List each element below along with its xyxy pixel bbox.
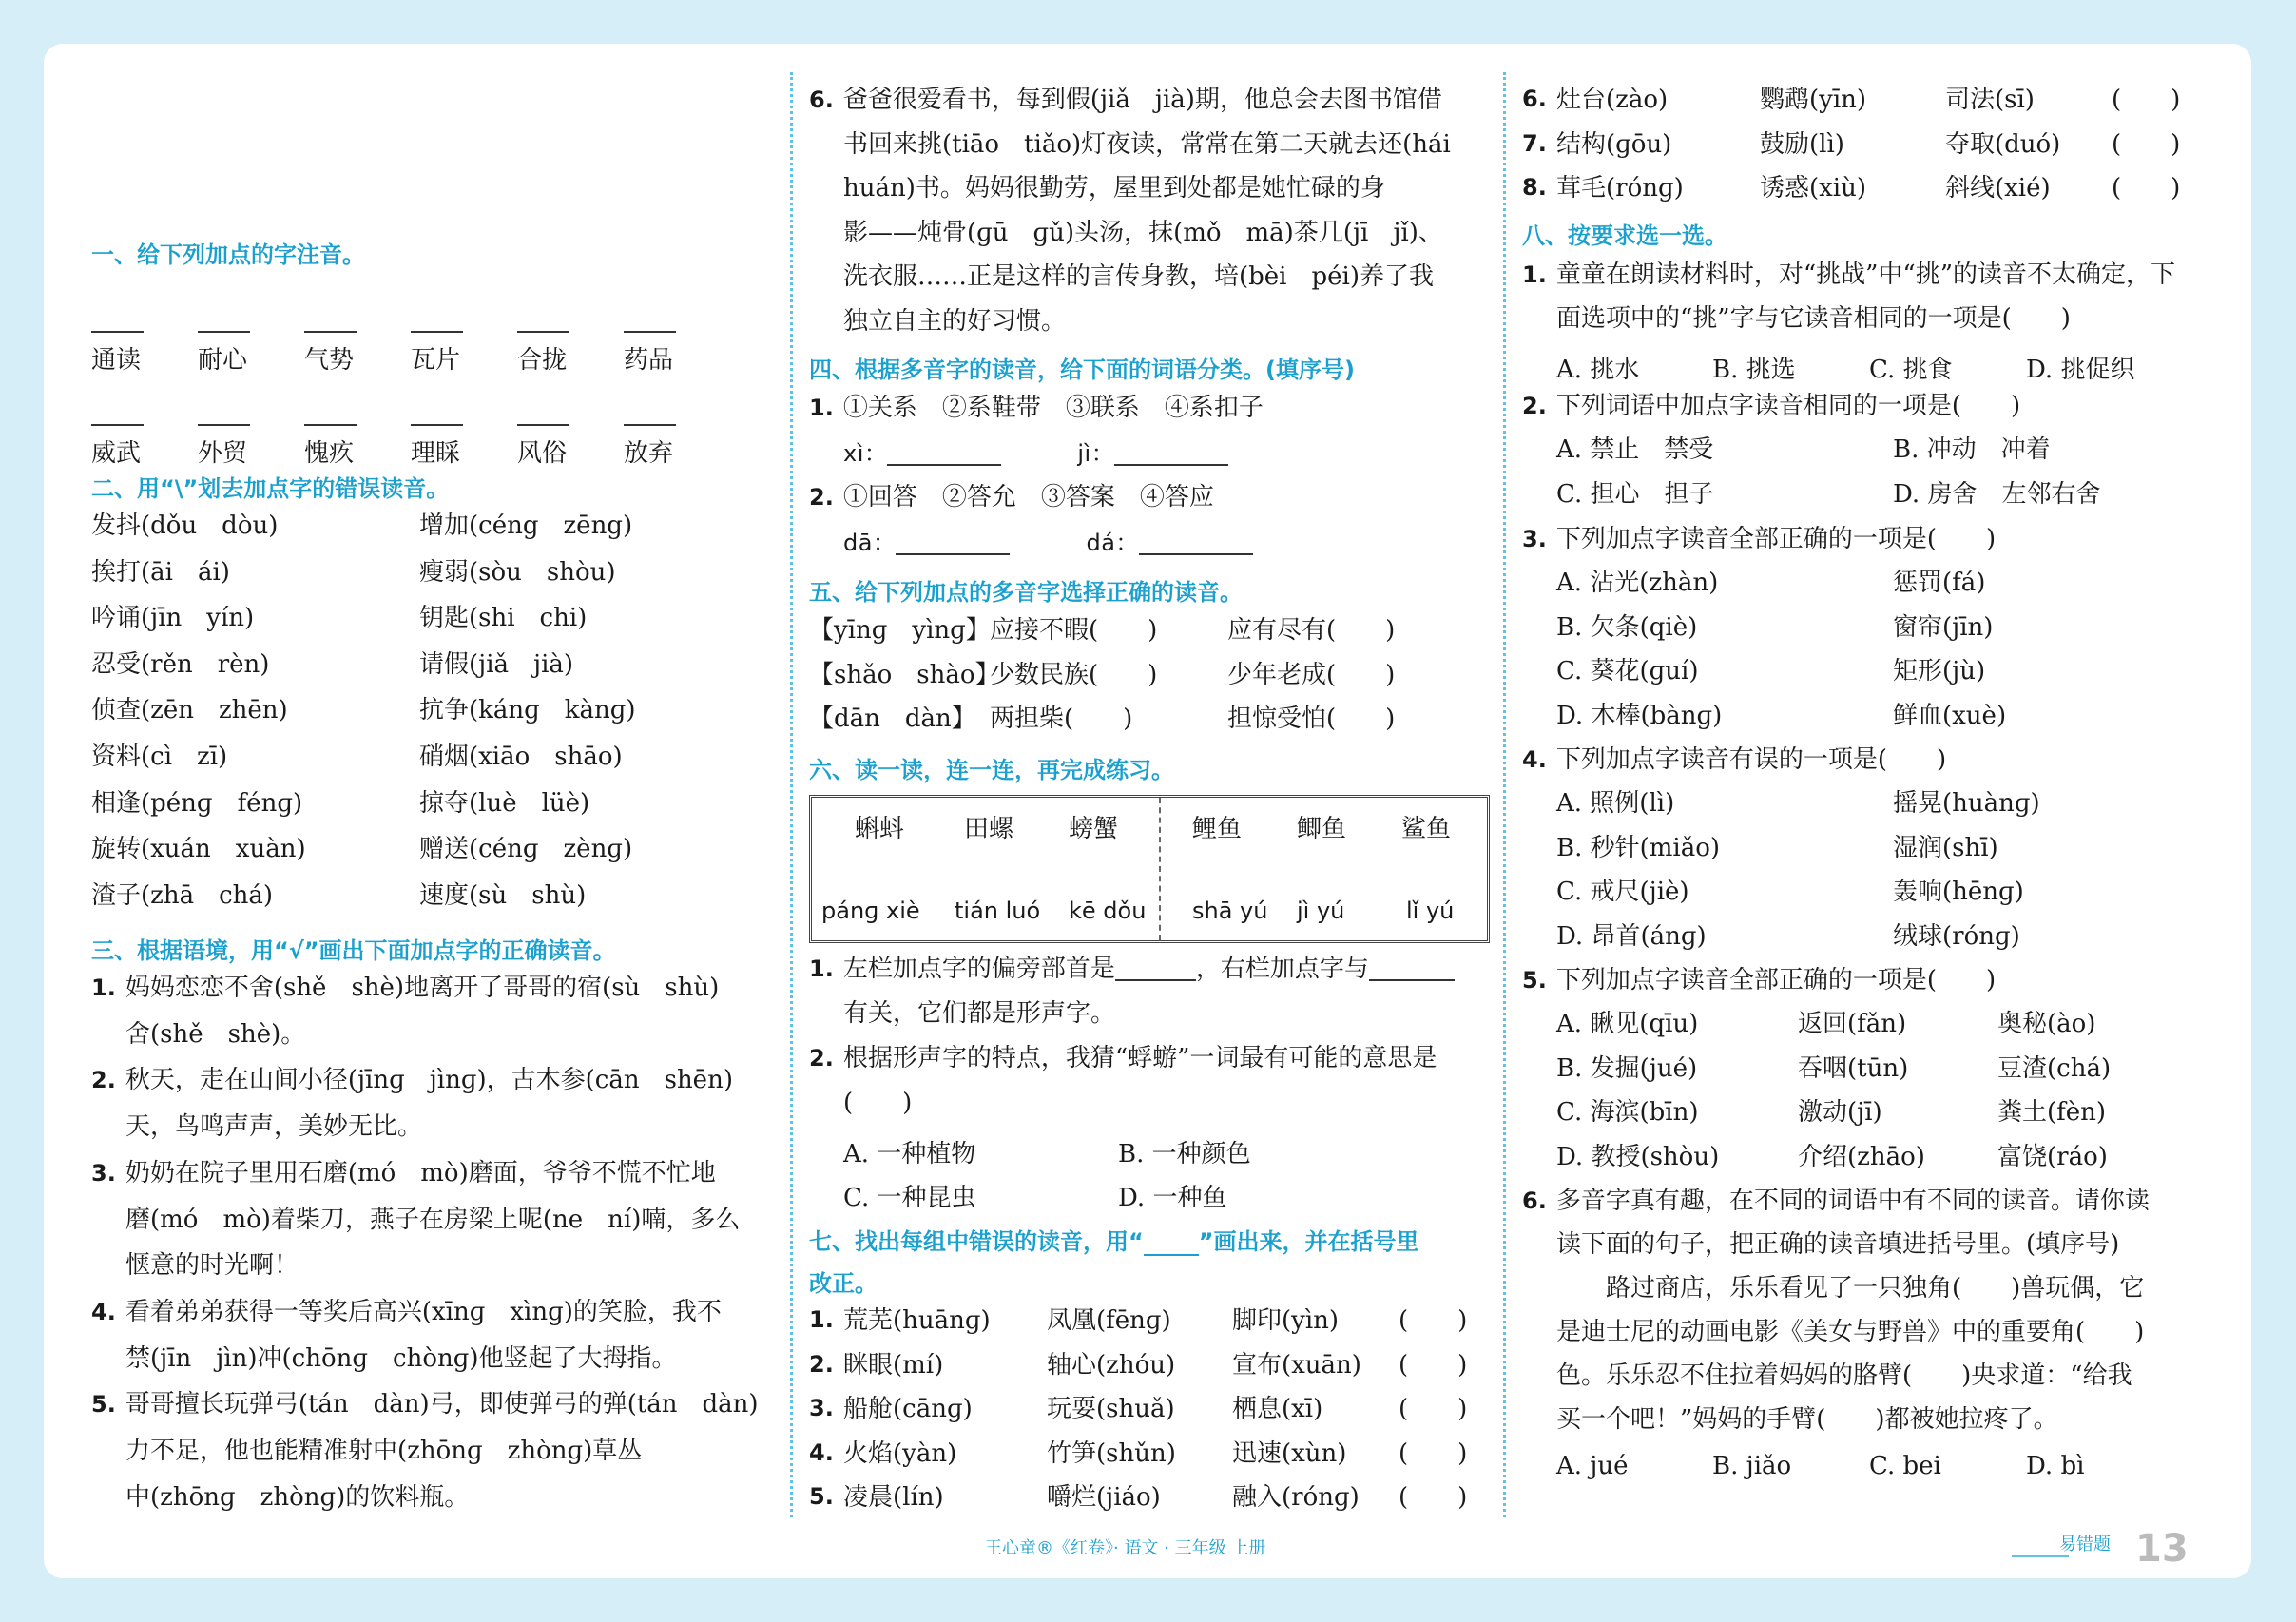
s2-item: 抗争(kánɡ kànɡ)	[419, 696, 636, 725]
s3-line	[91, 975, 719, 1000]
s5-word: 少数民族( )	[990, 660, 1158, 689]
word-item: 理睬	[411, 439, 461, 468]
section-8-title: 八、按要求选一选。	[1522, 222, 1727, 249]
option: 豆渣(chá)	[1997, 1053, 2112, 1083]
s7-word: 斜线(xié)	[1945, 174, 2051, 203]
section-1-title: 一、给下列加点的字注音。	[91, 241, 365, 268]
section-2-title: 二、用“\”划去加点字的错误读音。	[91, 475, 450, 502]
s2-item: 掠夺(luè lüè)	[419, 788, 590, 818]
s3-text: 天，鸟鸣声声，美妙无比。	[125, 1112, 423, 1142]
pinyin-answer-line	[411, 424, 463, 426]
s8-q6-l6: 买一个吧！”妈妈的手臂( )都被她拉疼了。	[1556, 1405, 2058, 1434]
option: 窗帘(jīn)	[1893, 612, 1994, 642]
s8-q6-l3: 路过商店，乐乐看见了一只独角( )兽玩偶，它	[1556, 1274, 2145, 1303]
section-3-title: 三、根据语境，用“√”画出下面加点字的正确读音。	[91, 937, 616, 964]
row-number: 4.	[809, 1439, 834, 1466]
s8-q1: 1. 童童在朗读材料时，对“挑战”中“挑”的读音不太确定，下	[1522, 261, 2175, 289]
row-number: 1.	[809, 1306, 834, 1333]
s3-line	[125, 1112, 423, 1142]
pinyin-answer-line	[304, 424, 357, 426]
s2-item: 赠送(cénɡ zènɡ)	[419, 835, 633, 864]
option: 富饶(ráo)	[1997, 1142, 2108, 1171]
s3-line	[91, 1392, 759, 1417]
s2-item: 瘦弱(sòu shòu)	[419, 557, 616, 587]
answer-paren: ( )	[2112, 86, 2181, 114]
q6-text: 独立自主的好习惯。	[843, 306, 1067, 336]
pinyin-answer-line	[411, 331, 463, 333]
matching-word: 蝌蚪	[855, 815, 905, 843]
s3-line	[125, 1439, 642, 1463]
s8-q6: 6. 多音字真有趣，在不同的词语中有不同的读音。请你读	[1522, 1187, 2150, 1215]
s7-word: 诱惑(xiù)	[1760, 174, 1867, 203]
s6-q2: 2. 根据形声字的特点，我猜“蜉蝣”一词最有可能的意思是	[809, 1044, 1437, 1072]
row-number: 5.	[809, 1483, 834, 1510]
s3-line	[125, 1482, 470, 1512]
s6-q1-cont: 有关，它们都是形声字。	[843, 999, 1116, 1028]
pinyin-answer-line	[304, 331, 357, 333]
s6-q1: 1. 左栏加点字的偏旁部首是 ，右栏加点字与	[809, 956, 1455, 981]
pinyin-answer-line	[517, 331, 569, 333]
option: D. 教授(shòu)	[1556, 1142, 1720, 1171]
column-divider-2	[1503, 72, 1506, 1517]
s7-word: 灶台(zào)	[1556, 86, 1669, 114]
q6-line	[843, 218, 1443, 247]
s8-q6-l2: 读下面的句子，把正确的读音填进括号里。(填序号)	[1556, 1230, 2120, 1259]
word-item: 愧疚	[304, 439, 355, 468]
s7-word: 结构(ɡōu)	[1556, 129, 1672, 159]
matching-pinyin: kē dǒu	[1069, 898, 1147, 924]
row-number: 8.	[1522, 174, 1547, 201]
option: A. 照例(lì)	[1556, 789, 1675, 818]
option: 奥秘(ào)	[1997, 1010, 2096, 1038]
s3-line	[125, 1207, 740, 1232]
option: 摇晃(huànɡ)	[1893, 789, 2040, 818]
s2-item: 硝烟(xiāo shāo)	[419, 743, 623, 771]
s5-word: 两担柴( )	[990, 705, 1133, 733]
q6-line	[843, 176, 1385, 201]
section-4-title: 四、根据多音字的读音，给下面的词语分类。(填序号)	[809, 357, 1355, 383]
s7-word: 竹笋(shǔn)	[1047, 1439, 1176, 1468]
answer-paren: ( )	[1399, 1306, 1468, 1335]
word-item: 放弃	[624, 439, 674, 468]
option: 矩形(jù)	[1893, 657, 1986, 685]
s8-q5: 5. 下列加点字读音全部正确的一项是( )	[1522, 966, 1997, 994]
word-item: 气势	[304, 346, 355, 375]
q6-text: 洗衣服……正是这样的言传身教，培(bèi péi)养了我	[843, 262, 1434, 291]
answer-paren: ( )	[1399, 1483, 1468, 1512]
option: B. 秒针(miǎo)	[1556, 833, 1721, 862]
s7-word: 迅速(xùn)	[1232, 1439, 1347, 1468]
s7-word: 荒芜(huānɡ)	[843, 1306, 991, 1335]
option: A. 沾光(zhàn)	[1556, 569, 1719, 597]
word-item: 耐心	[198, 346, 248, 375]
s4-q2-answers: dā： dá：	[843, 531, 1253, 555]
s7-word: 火焰(yàn)	[843, 1439, 957, 1468]
matching-word: 鲫鱼	[1297, 815, 1347, 843]
row-number: 6.	[1522, 86, 1547, 112]
s7-word: 玩耍(shuǎ)	[1047, 1395, 1175, 1423]
option: B. 冲动 冲着	[1893, 435, 2051, 464]
s5-word: 应接不暇( )	[990, 616, 1158, 645]
s3-line	[91, 1066, 733, 1095]
page-number: 13	[2135, 1527, 2189, 1571]
option: 介绍(zhāo)	[1798, 1142, 1925, 1171]
footer-section-label: 易错题	[2059, 1535, 2111, 1554]
s3-line	[125, 1019, 306, 1049]
answer-paren: ( )	[2112, 174, 2181, 203]
matching-word: 螃蟹	[1069, 815, 1119, 843]
s2-item: 忍受(rěn rèn)	[91, 649, 270, 679]
s7-word: 夺取(duó)	[1945, 129, 2061, 159]
s2-item: 发抖(dǒu dòu)	[91, 512, 279, 540]
answer-paren: ( )	[2112, 129, 2181, 159]
pinyin-answer-line	[624, 331, 676, 333]
s7-word: 凤凰(fēnɡ)	[1047, 1306, 1171, 1335]
matching-pinyin: pánɡ xiè	[821, 898, 920, 924]
q6-line	[843, 129, 1451, 159]
option: 绒球(rónɡ)	[1893, 921, 2020, 951]
q6-text: huán)书。妈妈很勤劳，屋里到处都是她忙碌的身	[843, 174, 1385, 203]
s7-word: 鹦鹉(yīn)	[1760, 86, 1867, 114]
s7-word: 眯眼(mí)	[843, 1350, 944, 1380]
matching-pinyin: jì yú	[1297, 898, 1345, 924]
matching-table	[809, 795, 1490, 943]
matching-word: 鲤鱼	[1192, 815, 1243, 843]
answer-paren: ( )	[1399, 1439, 1468, 1468]
s7-word: 鼓励(lì)	[1760, 129, 1844, 159]
word-item: 风俗	[517, 439, 568, 468]
s7-word: 凌晨(lín)	[843, 1483, 944, 1512]
s7-word: 融入(rónɡ)	[1232, 1483, 1360, 1512]
q6-line	[843, 306, 1067, 336]
s2-item: 请假(jiǎ jià)	[419, 649, 574, 679]
s2-item: 侦查(zēn zhēn)	[91, 696, 288, 725]
s5-pinyin: 【yīnɡ yìnɡ】	[809, 616, 991, 645]
s3-line	[91, 1297, 722, 1326]
s5-pinyin: 【dān dàn】	[809, 705, 976, 733]
matching-divider	[1159, 798, 1161, 940]
s5-pinyin: 【shǎo shào】	[809, 660, 1000, 689]
question-number: 2.	[91, 1067, 116, 1094]
word-item: 瓦片	[411, 346, 461, 375]
s2-item: 渣子(zhā chá)	[91, 880, 274, 910]
question-number: 6.	[809, 87, 834, 113]
pinyin-answer-line	[91, 331, 144, 333]
q6-text: 爸爸很爱看书，每到假(jiǎ jià)期，他总会去图书馆借	[842, 86, 1442, 114]
s2-item: 资料(cì zī)	[91, 743, 228, 771]
word-item: 外贸	[198, 439, 248, 468]
question-number: 4.	[91, 1298, 116, 1325]
pinyin-answer-line	[198, 424, 250, 426]
word-item: 药品	[624, 346, 674, 375]
section-7-title-cont: 改正。	[809, 1270, 878, 1297]
s2-item: 钥匙(shi chi)	[419, 604, 588, 633]
pinyin-answer-line	[517, 424, 569, 426]
s2-item: 相逢(pénɡ fénɡ)	[91, 788, 303, 818]
s3-text: 力不足，他也能精准射中(zhōnɡ zhònɡ)草丛	[125, 1437, 643, 1465]
footer-rule	[2012, 1555, 2069, 1557]
s8-q6-l4: 是迪士尼的动画电影《美女与野兽》中的重要角( )	[1556, 1318, 2145, 1346]
s2-item: 增加(céng zēng)	[419, 512, 633, 540]
option: C. 担心 担子	[1556, 479, 1714, 509]
s5-word: 担惊受怕( )	[1227, 705, 1396, 733]
s4-q1: 1. ①关系 ②系鞋带 ③联系 ④系扣子	[809, 394, 1264, 422]
option: 激动(jī)	[1798, 1098, 1882, 1127]
section-7-title: 七、找出每组中错误的读音，用“ ”画出来，并在括号里	[809, 1228, 1419, 1255]
footer-book-title: 王心童®《红卷》· 语文 · 三年级 上册	[985, 1538, 1266, 1558]
section-6-title: 六、读一读，连一连，再完成练习。	[809, 757, 1174, 783]
question-number: 5.	[91, 1391, 116, 1419]
option: B. 欠条(qiè)	[1556, 612, 1698, 642]
option: A. 瞅见(qīu)	[1556, 1010, 1699, 1038]
option: 惩罚(fá)	[1893, 569, 1986, 597]
s5-word: 应有尽有( )	[1227, 616, 1396, 645]
question-number: 3.	[91, 1159, 116, 1187]
section-5-title: 五、给下列加点的多音字选择正确的读音。	[809, 579, 1243, 606]
s7-word: 脚印(yìn)	[1232, 1306, 1340, 1335]
option: C. 海滨(bīn)	[1556, 1098, 1699, 1127]
pinyin-answer-line	[91, 424, 144, 426]
s7-word: 嚼烂(jiáo)	[1047, 1483, 1161, 1512]
s3-line	[125, 1343, 677, 1373]
s3-text: 看着弟弟获得一等奖后高兴(xīnɡ xìnɡ)的笑脸，我不	[125, 1297, 722, 1326]
answer-paren: ( )	[1399, 1395, 1468, 1423]
option: 湿润(shī)	[1893, 833, 1998, 862]
worksheet-page: 一、给下列加点的字注音。 通读 耐心 气势 瓦片 合拢 药品 威武 外贸 愧疚 理睬 风俗 放弃 二、用“\”划去加点字的错误读音。 发抖(dǒu dòu) 增加(céng zēng) 挨打(āi ái) 瘦弱(sòu shòu) 吟诵(jīn yín) 钥匙(shi chi) 忍受(rěn rèn) 请假(jiǎ jià) 侦查(zēn zhēn) 抗争(kánɡ kànɡ) 资料(cì zī) 硝烟(xiāo shāo) 相逢(pénɡ fénɡ) 掠夺(luè lüè) 旋转(xuán xuàn) 赠送(cénɡ zènɡ) 渣子(zhā chá) 速度(sù shù) 三、根据语境，用“√”画出下面加点字的正确读音。 1. 妈妈恋恋不舍(shě shè)地离开了哥哥的宿(sù shù) 舍(shě shè)。 2. 秋天，走在山间小径(jīnɡ jìnɡ)，古木参(cān shēn) 天，鸟鸣声声，美妙无比。 3. 奶奶在院子里用石磨(mó mò)磨面，爷爷不慌不忙地 磨(mó mò)着柴刀，燕子在房梁上呢(ne ní)喃，多么 惬意的时光啊！ 4. 看着弟弟获得一等奖后高兴(xīnɡ xìnɡ)的笑脸，我不 禁(jīn jìn)冲(chōnɡ chònɡ)他竖起了大拇指。 5. 哥哥擅长玩弹弓(tán dàn)弓，即使弹弓的弹(tán dàn) 力不足，他也能精准射中(zhōnɡ zhònɡ)草丛 中(zhōnɡ zhònɡ)的饮料瓶。 6. 爸爸很爱看书，每到假(jiǎ jià)期，他总会去图书馆借 书回来挑(tiāo tiǎo)灯夜读，常常在第二天就去还(hái huán)书。妈妈很勤劳，屋里到处都是她忙碌的身 影——炖骨(ɡū ɡǔ)头汤，抹(mǒ mā)茶几(jī jǐ)、 洗衣服……正是这样的言传身教，培(bèi péi)养了我 独立自主的好习惯。 四、根据多音字的读音，给下面的词语分类。(填序号) 1. ①关系 ②系鞋带 ③联系 ④系扣子 xì： jì： 2. ①回答 ②答允 ③答案 ④答应 dā： dá： 五、给下列加点的多音字选择正确的读音。 【yīnɡ yìnɡ】 应接不暇( ) 应有尽有( ) 【shǎo shào】 少数民族( ) 少年老成( ) 【dān dàn】 两担柴( ) 担惊受怕( ) 六、读一读，连一连，再完成练习。 蝌蚪 田螺 螃蟹 鲤鱼 鲫鱼 鲨鱼 pánɡ xiè tián luó kē dǒu shā yú jì yú lǐ yú 1. 左栏加点字的偏旁部首是 ，右栏加点字与 有关，它们都是形声字。 2. 根据形声字的特点，我猜“蜉蝣”一词最有可能的意思是 ( ) A. 一种植物 B. 一种颜色 C. 一种昆虫 D. 一种鱼 七、找出每组中错误的读音，用“ ”画出来，并在括号里 改正。 1. 荒芜(huānɡ) 凤凰(fēnɡ) 脚印(yìn) ( ) 2. 眯眼(mí) 轴心(zhóu) 宣布(xuān) ( ) 3. 船舱(cānɡ) 玩耍(shuǎ) 栖息(xī) ( ) 4. 火焰(yàn) 竹笋(shǔn) 迅速(xùn) ( ) 5. 凌晨(lín) 嚼烂(jiáo) 融入(rónɡ) ( ) 6. 灶台(zào) 鹦鹉(yīn) 司法(sī) ( ) 7. 结构(ɡōu) 鼓励(lì) 夺取(duó) ( ) 8. 茸毛(rónɡ) 诱惑(xiù) 斜线(xié) ( ) 八、按要求选一选。 1. 童童在朗读材料时，对“挑战”中“挑”的读音不太确定，下 面选项中的“挑”字与它读音相同的一项是( ) A. 挑水 B. 挑选 C. 挑食 D. 挑促织 2. 下列词语中加点字读音相同的一项是( ) A. 禁止 禁受 B. 冲动 冲着 C. 担心 担子 D. 房舍 左邻右舍 3. 下列加点字读音全部正确的一项是( ) A. 沾光(zhàn) 惩罚(fá) B. 欠条(qiè) 窗帘(jīn) C. 葵花(ɡuí) 矩形(jù) D. 木棒(bànɡ) 鲜血(xuè) 4. 下列加点字读音有误的一项是( ) A. 照例(lì) 摇晃(huànɡ) B. 秒针(miǎo) 湿润(shī) C. 戒尺(jiè) 轰响(hēnɡ) D. 昂首(ánɡ) 绒球(rónɡ) 5. 下列加点字读音全部正确的一项是( ) A. 瞅见(qīu) 返回(fǎn) 奥秘(ào) B. 发掘(jué) 吞咽(tūn) 豆渣(chá) C. 海滨(bīn) 激动(jī) 粪土(fèn) D. 教授(shòu) 介绍(zhāo) 富饶(ráo) 6. 多音字真有趣，在不同的词语中有不同的读音。请你读 读下面的句子，把正确的读音填进括号里。(填序号) 路过商店，乐乐看见了一只独角( )兽玩偶，它 是迪士尼的动画电影《美女与野兽》中的重要角( ) 色。乐乐忍不住拉着妈妈的胳臂( )央求道：“给我 买一个吧！”妈妈的手臂( )都被她拉疼了。 A. jué B. jiǎo C. bei D. bì 王心童®《红卷》· 语文 · 三年级 上册 易错题 13	[44, 44, 2251, 1578]
s7-word: 宣布(xuān)	[1232, 1350, 1361, 1380]
q6-line	[843, 264, 1434, 289]
s3-text: 磨(mó mò)着柴刀，燕子在房梁上呢(ne ní)喃，多么	[125, 1205, 741, 1234]
s8-q4: 4. 下列加点字读音有误的一项是( )	[1522, 745, 1947, 774]
s8-q2: 2. 下列词语中加点字读音相同的一项是( )	[1522, 392, 2021, 420]
row-number: 7.	[1522, 129, 1547, 157]
s3-line	[125, 1251, 299, 1281]
s3-text: 禁(jīn jìn)冲(chōnɡ chònɡ)他竖起了大拇指。	[125, 1343, 677, 1373]
q6-line	[809, 87, 1442, 112]
option: C. 戒尺(jiè)	[1556, 878, 1689, 906]
s8-q1-cont: 面选项中的“挑”字与它读音相同的一项是( )	[1556, 304, 2071, 333]
matching-word: 田螺	[964, 815, 1014, 843]
s3-text: 哥哥擅长玩弹弓(tán dàn)弓，即使弹弓的弹(tán dàn)	[125, 1390, 759, 1419]
row-number: 2.	[809, 1350, 834, 1378]
column-divider-1	[790, 72, 793, 1517]
s3-text: 妈妈恋恋不舍(shě shè)地离开了哥哥的宿(sù shù)	[125, 974, 720, 1002]
s3-text: 中(zhōnɡ zhònɡ)的饮料瓶。	[125, 1482, 470, 1512]
s7-word: 司法(sī)	[1945, 86, 2035, 114]
option: B. 发掘(jué)	[1556, 1053, 1698, 1083]
s7-word: 栖息(xī)	[1232, 1395, 1323, 1423]
s6-q2-paren: ( )	[843, 1089, 913, 1117]
matching-pinyin: lǐ yú	[1406, 898, 1455, 924]
s3-text: 惬意的时光啊！	[125, 1251, 299, 1281]
s3-line	[91, 1158, 716, 1188]
option: D. 木棒(bànɡ)	[1556, 701, 1723, 730]
question-number: 1.	[91, 975, 116, 1001]
q6-text: 书回来挑(tiāo tiǎo)灯夜读，常常在第二天就去还(hái	[843, 129, 1451, 159]
option: A. 禁止 禁受	[1556, 435, 1714, 464]
option: D. 昂首(ánɡ)	[1556, 921, 1707, 951]
word-item: 合拢	[517, 346, 568, 375]
s4-q2: 2. ①回答 ②答允 ③答案 ④答应	[809, 483, 1214, 512]
s7-word: 茸毛(rónɡ)	[1556, 174, 1684, 203]
s8-q6-l5: 色。乐乐忍不住拉着妈妈的胳臂( )央求道：“给我	[1556, 1361, 2132, 1390]
word-item: 威武	[91, 439, 142, 468]
pinyin-answer-line	[624, 424, 676, 426]
s2-item: 速度(sù shù)	[419, 880, 587, 910]
s3-text: 秋天，走在山间小径(jīnɡ jìnɡ)，古木参(cān shēn)	[125, 1066, 733, 1095]
option: 轰响(hēnɡ)	[1893, 878, 2024, 906]
word-item: 通读	[91, 346, 142, 375]
row-number: 3.	[809, 1395, 834, 1421]
pinyin-answer-line	[198, 331, 250, 333]
s5-word: 少年老成( )	[1227, 660, 1396, 689]
option: D. 房舍 左邻右舍	[1893, 479, 2101, 509]
s3-text: 奶奶在院子里用石磨(mó mò)磨面，爷爷不慌不忙地	[125, 1158, 716, 1188]
option: C. 葵花(ɡuí)	[1556, 657, 1699, 685]
answer-paren: ( )	[1399, 1350, 1468, 1380]
matching-pinyin: shā yú	[1192, 898, 1268, 924]
matching-word: 鲨鱼	[1401, 815, 1452, 843]
s7-word: 船舱(cānɡ)	[843, 1395, 973, 1423]
matching-pinyin: tián luó	[955, 898, 1041, 924]
s3-text: 舍(shě shè)。	[125, 1019, 306, 1049]
s2-item: 吟诵(jīn yín)	[91, 604, 255, 633]
s4-q1-answers: xì： jì：	[843, 441, 1228, 466]
s7-word: 轴心(zhóu)	[1047, 1350, 1176, 1380]
option: 粪土(fèn)	[1997, 1098, 2107, 1127]
s2-item: 旋转(xuán xuàn)	[91, 835, 306, 864]
option: 返回(fǎn)	[1798, 1010, 1907, 1038]
option: 吞咽(tūn)	[1798, 1053, 1909, 1083]
option: 鲜血(xuè)	[1893, 701, 2007, 730]
s2-item: 挨打(āi ái)	[91, 557, 230, 587]
s8-q3: 3. 下列加点字读音全部正确的一项是( )	[1522, 525, 1997, 553]
q6-text: 影——炖骨(ɡū ɡǔ)头汤，抹(mǒ mā)茶几(jī jǐ)、	[843, 218, 1443, 247]
